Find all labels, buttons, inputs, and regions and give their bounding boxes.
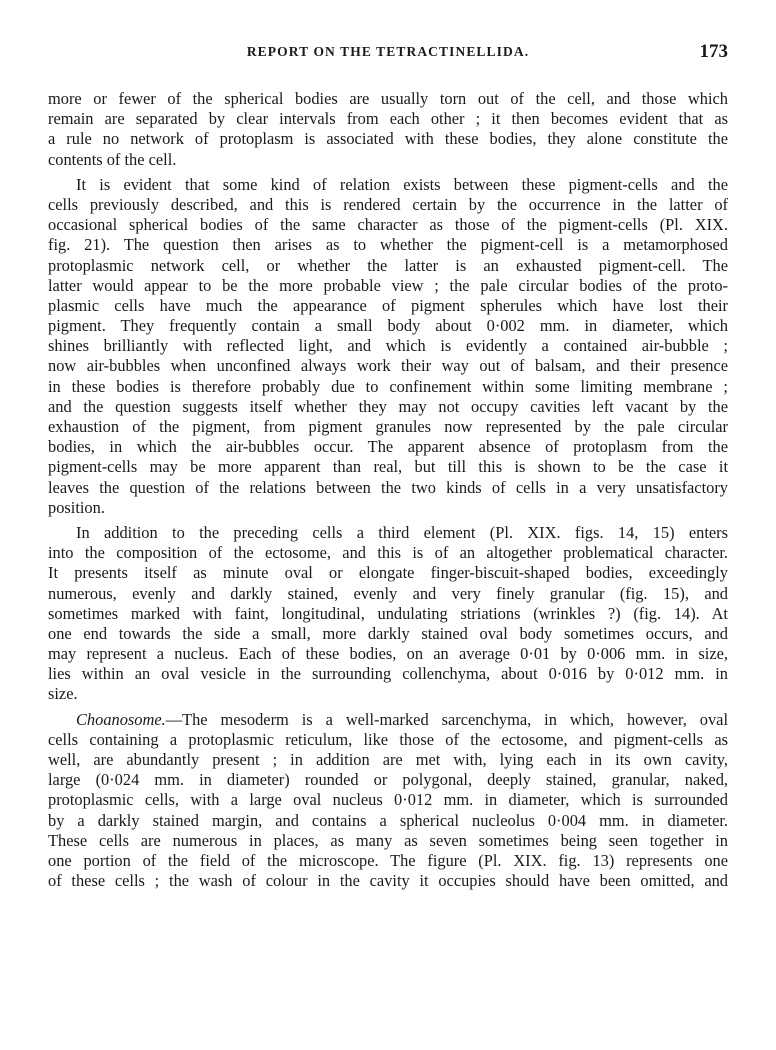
text-line: exhaustion of the pigment, from pigment granules now represented by the pale circular [48,417,728,436]
text-line: in these bodies is therefore probably due to confinement within some limiting membrane ; [48,376,728,396]
text-line: It presents itself as minute oval or elongate finger-biscuit-shaped bodies, exceedingly [48,563,728,583]
text-line: more or fewer of the spherical bodies are usually torn out of the cell, and those which [48,89,728,108]
paragraph [48,175,728,518]
text-line: large (0·024 mm. in diameter) rounded or polygonal, deeply stained, granular, naked, [48,770,728,790]
body-text [48,89,728,891]
text-line: a rule no network of protoplasm is associated with these bodies, they alone constitute the [48,129,728,149]
paragraph [48,89,728,170]
text-line: protoplasmic cells, with a large oval nucleus 0·012 mm. in diameter, which is surrounded [48,790,728,810]
running-title: REPORT ON THE TETRACTINELLIDA. [246,44,530,59]
text-line: pigment-cells may be more apparent than real, but till this is shown to be the case it [48,457,728,477]
text-line: may represent a nucleus. Each of these bodies, on an average 0·01 by 0·006 mm. in size, [48,644,728,664]
page-number: 173 [699,41,728,62]
text-line: occasional spherical bodies of the same character as those of the pigment-cells (Pl. XIX. [48,215,728,235]
paragraph [48,523,728,705]
text-line: bodies, in which the air-bubbles occur. The apparent absence of protoplasm from the [48,437,728,457]
text-line: now air-bubbles when unconfined always work their way out of balsam, and their presence [48,356,728,376]
text-line: by a darkly stained margin, and contains a spherical nucleolus 0·004 mm. in diameter. [48,810,728,830]
text-line: position. [48,497,105,517]
text-line: These cells are numerous in places, as many as seven sometimes being seen together in [48,830,728,850]
text-line: shines brilliantly with reflected light, and which is evidently a contained air-bubble ; [48,336,728,356]
text-run: —The mesoderm is a well-marked sarcenchyma, in which, however, oval [165,709,728,729]
text-line: size. [48,684,78,704]
text-line: sometimes marked with faint, longitudinal, undulating striations (wrinkles ?) (fig. 14). At [48,603,728,623]
text-line: contents of the cell. [48,149,177,169]
text-line: of these cells ; the wash of colour in the cavity it occupies should have been omitted, and [48,871,728,891]
text-line: numerous, evenly and darkly stained, evenly and very finely granular (fig. 15), and [48,583,728,603]
text-line: In addition to the preceding cells a third element (Pl. XIX. figs. 14, 15) enters [76,522,728,542]
text-line [48,710,728,730]
text-line: cells containing a protoplasmic reticulum, like those of the ectosome, and pigment-cells as [48,729,728,749]
paragraph [48,710,728,892]
text-line: into the composition of the ectosome, and this is of an altogether problematical character. [48,543,728,563]
text-line: plasmic cells have much the appearance of pigment spherules which have lost their [48,295,728,315]
text-line: one portion of the field of the microscope. The figure (Pl. XIX. fig. 13) represents one [48,850,728,870]
text-line: lies within an oval vesicle in the surrounding collenchyma, about 0·016 by 0·012 mm. in [48,664,728,684]
text-line: cells previously described, and this is rendered certain by the occurrence in the latter of [48,194,728,214]
text-line: fig. 21). The question then arises as to whether the pigment-cell is a metamorphosed [48,235,728,255]
text-line: remain are separated by clear intervals from each other ; it then becomes evident that as [48,109,728,129]
section-heading: Choanosome. [76,709,166,729]
text-line: pigment. They frequently contain a small body about 0·002 mm. in diameter, which [48,316,728,336]
text-line: leaves the question of the relations between the two kinds of cells in a very unsatisfactory [48,477,728,497]
text-line: It is evident that some kind of relation exists between these pigment-cells and the [76,174,728,194]
text-line: protoplasmic network cell, or whether the latter is an exhausted pigment-cell. The [48,255,728,275]
running-header [48,41,728,68]
text-line: latter would appear to be the more probable view ; the pale circular bodies of the proto- [48,275,728,295]
text-line: one end towards the side a small, more darkly stained oval body sometimes occurs, and [48,623,728,643]
text-line: well, are abundantly present ; in addition are met with, lying each in its own cavity, [48,750,728,769]
text-line: and the question suggests itself whether they may not occupy cavities left vacant by the [48,396,728,416]
